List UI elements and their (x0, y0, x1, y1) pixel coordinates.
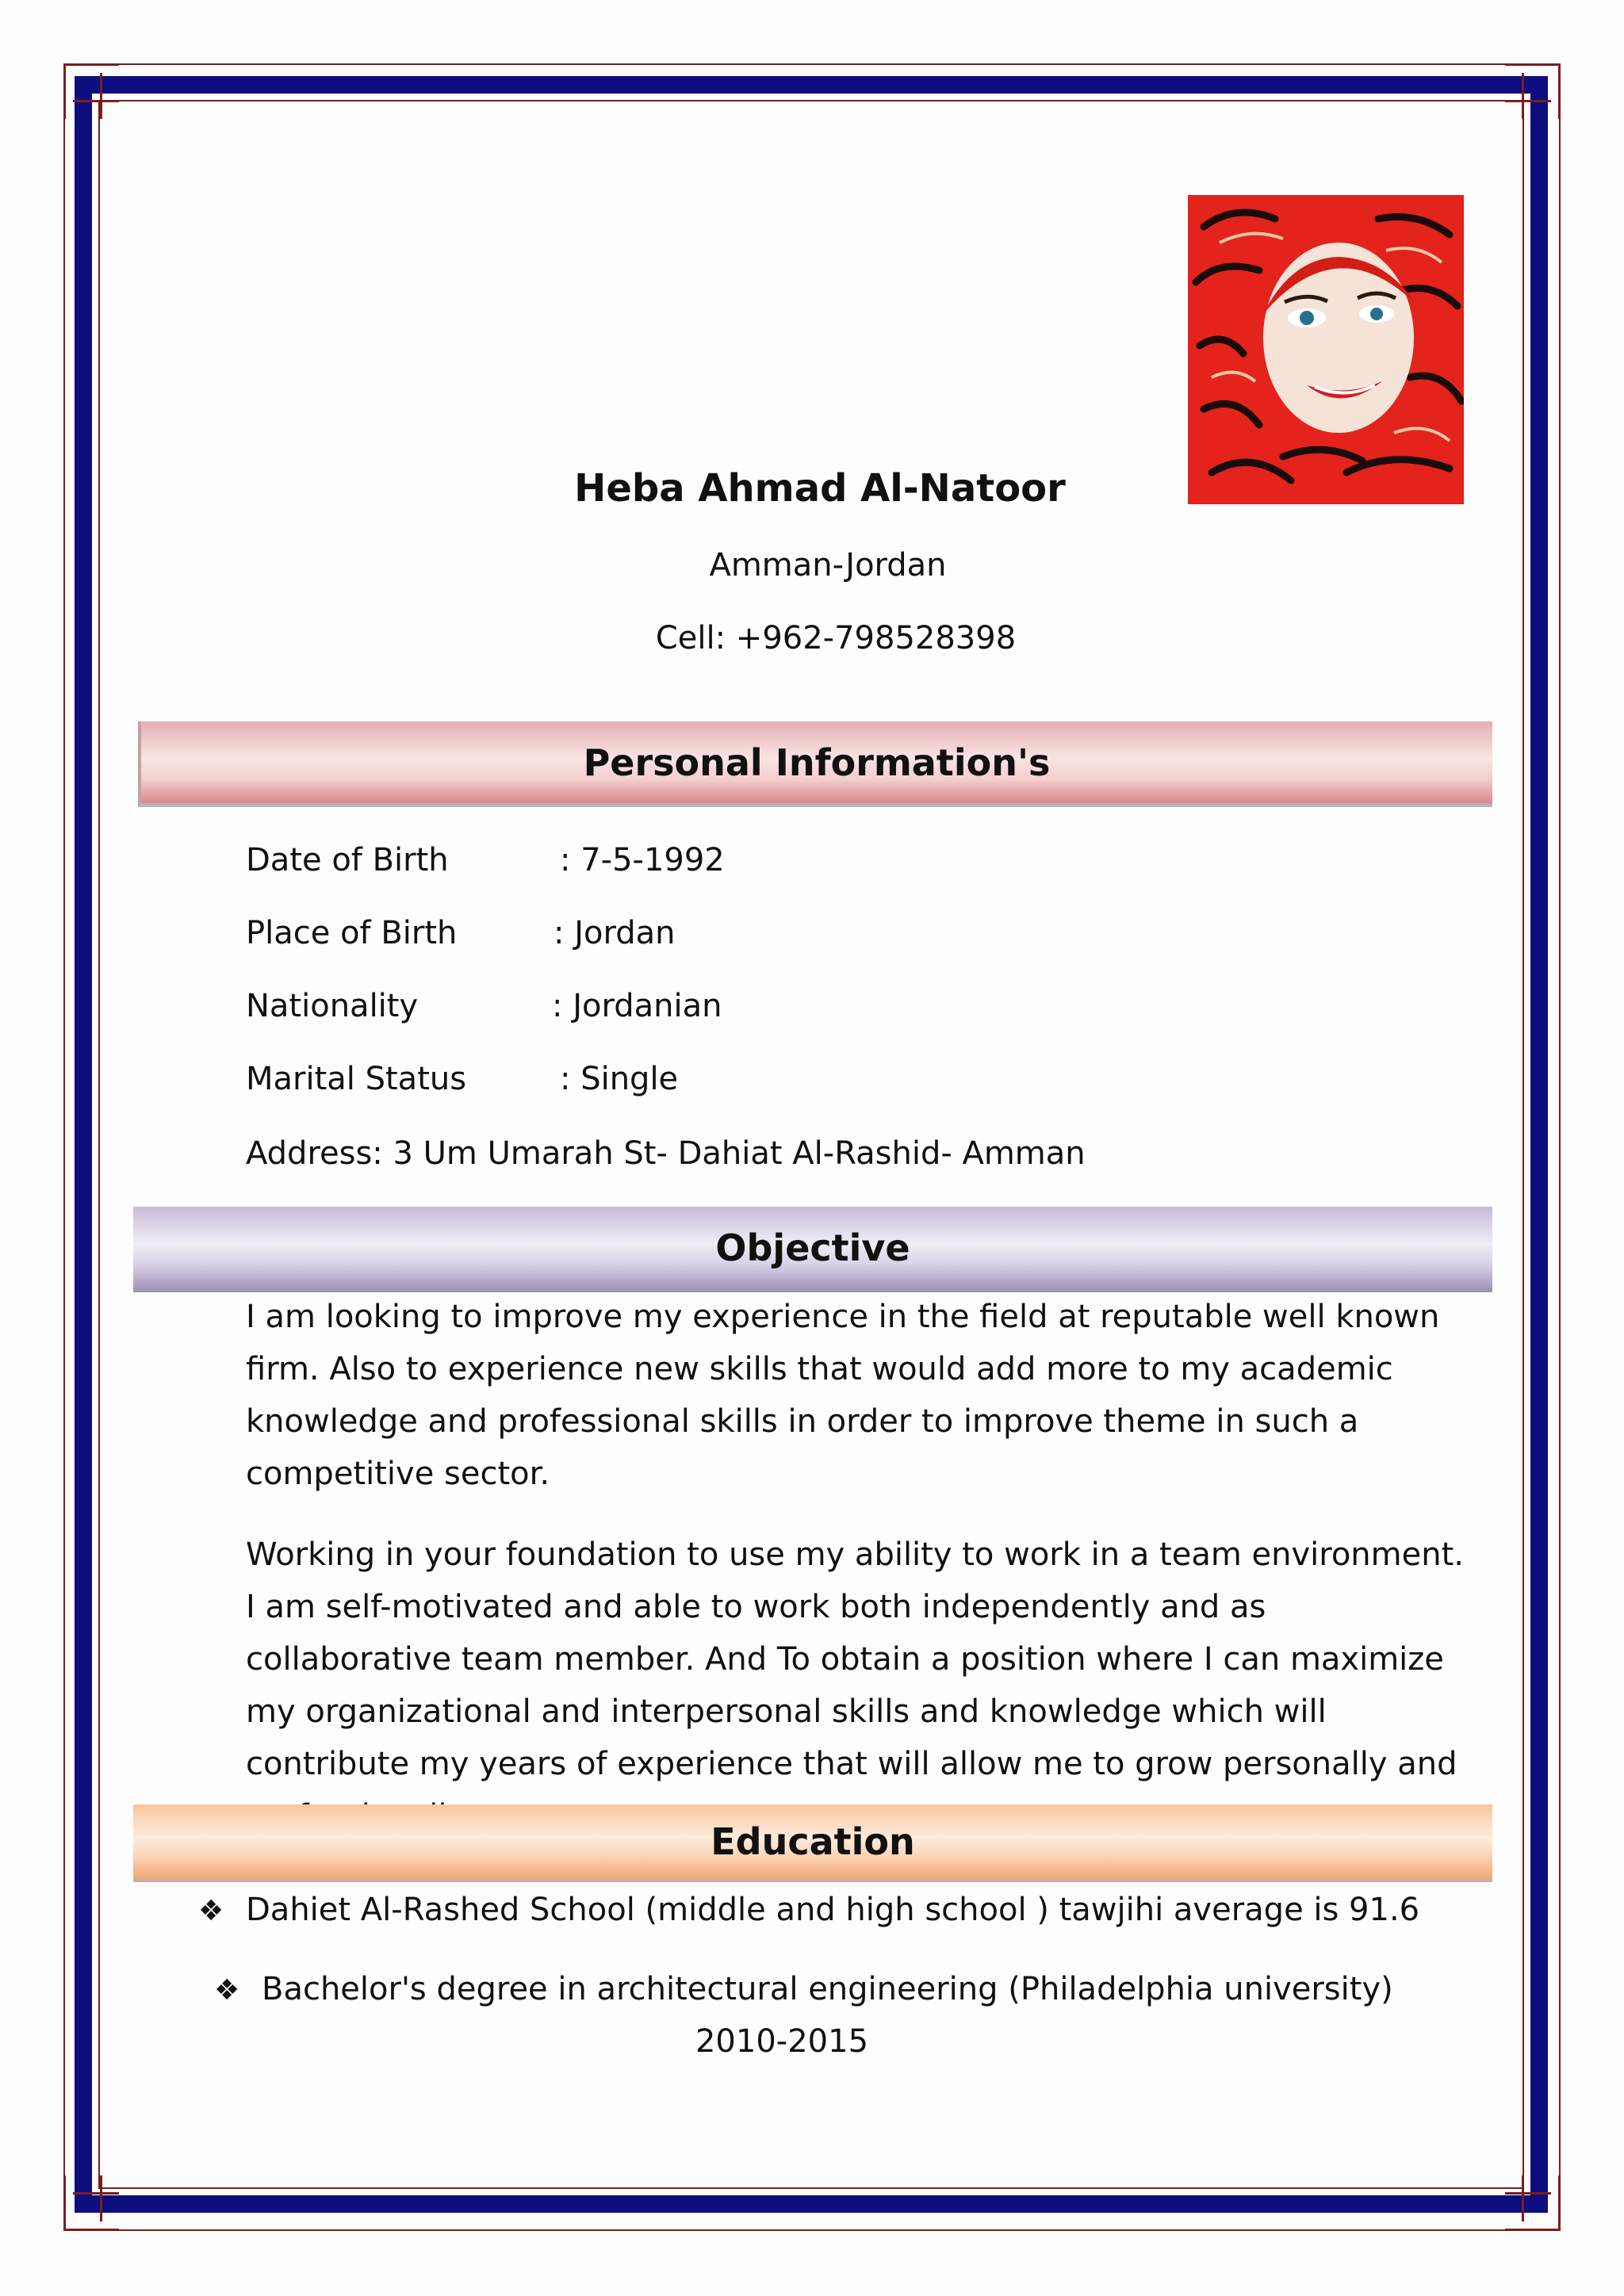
frame-outer-line-bottom (119, 2229, 1505, 2231)
section-heading-label: Personal Information's (583, 740, 1051, 784)
education-item-years: 2010-2015 (695, 2023, 869, 2060)
info-label: Marital Status (246, 1061, 467, 1097)
section-heading-label: Objective (715, 1226, 910, 1269)
info-label: Date of Birth (246, 842, 449, 878)
candidate-phone: Cell: +962-798528398 (655, 620, 1017, 656)
education-item-school (198, 1892, 1419, 1928)
section-heading-personal-information (138, 721, 1492, 807)
corner-ornament-top-left (63, 63, 119, 119)
info-value: : Jordanian (552, 988, 722, 1024)
candidate-location: Amman-Jordan (709, 547, 947, 584)
objective-paragraph-1: I am looking to improve my experience in the field at reputable well known firm. Also to experience new skills that would add more to my academic knowledge and professional skills in order to improve theme in such a competitive sector. (246, 1299, 1440, 1492)
section-heading-education (133, 1804, 1492, 1882)
frame-outer-line-right (1559, 119, 1561, 2177)
profile-photo (1188, 195, 1464, 504)
objective-paragraph-2: Working in your foundation to use my ability to work in a team environment. I am self-motivated and able to work both independently and as collaborative team member. And To obtain a position where I can maximize my organizational and interpersonal skills and knowledge which will contribute my years of experience that will allow me to grow personally and (246, 1536, 1464, 1782)
corner-ornament-bottom-right (1505, 2175, 1561, 2231)
info-label: Nationality (246, 988, 419, 1024)
education-item-university (214, 1971, 1393, 2007)
info-value: : Jordan (553, 915, 676, 951)
info-value: : Single (560, 1061, 679, 1097)
diamond-bullet-icon: ❖ (214, 1974, 240, 2007)
candidate-name: Heba Ahmad Al-Natoor (574, 466, 1066, 511)
address-line: Address: 3 Um Umarah St- Dahiat Al-Rashid- Amman (246, 1135, 1086, 1172)
diamond-bullet-icon: ❖ (198, 1895, 224, 1927)
corner-ornament-top-right (1505, 63, 1561, 119)
education-item-text: Dahiet Al-Rashed School (middle and high school ) tawjihi average is 91.6 (246, 1892, 1420, 1928)
section-heading-objective (133, 1207, 1492, 1292)
info-value: : 7-5-1992 (560, 842, 725, 878)
education-item-text: Bachelor's degree in architectural engineering (Philadelphia university) (262, 1971, 1393, 2007)
frame-outer-line-left (63, 119, 65, 2177)
corner-ornament-bottom-left (63, 2175, 119, 2231)
frame-outer-line-top (119, 63, 1505, 65)
info-label: Place of Birth (246, 915, 458, 951)
section-heading-label: Education (710, 1820, 915, 1863)
